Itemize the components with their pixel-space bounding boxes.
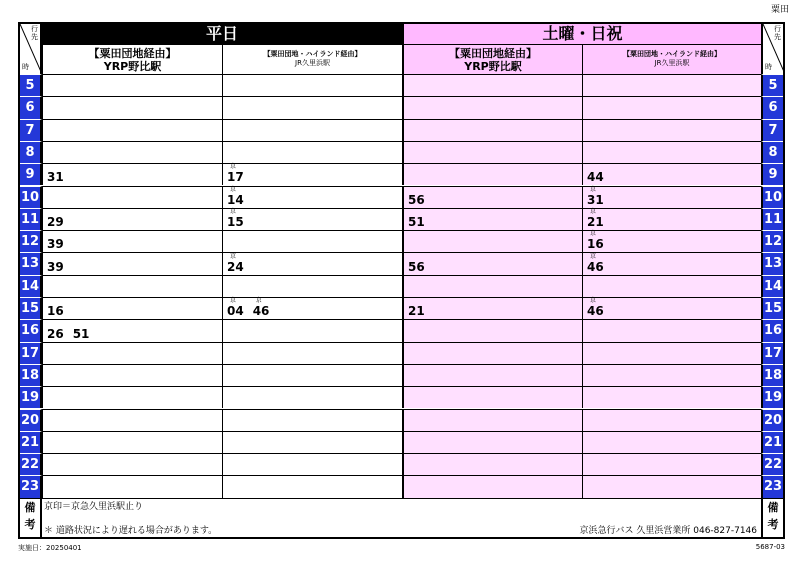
departure-times [227,297,278,319]
hour-cell: 19 [20,386,42,408]
time-cell [582,74,761,96]
minute-text: 56 [408,259,425,274]
departure-times [587,170,613,184]
departure-times [587,208,613,230]
hour-cell: 6 [20,96,42,118]
destination-mark: 京 [230,185,237,193]
departure-minute [47,260,64,274]
time-cell [402,252,582,274]
hour-cell: 15 [761,297,783,319]
time-cell [402,96,582,118]
time-cell [402,453,582,475]
hour-cell: 13 [20,252,42,274]
destination-header [402,44,582,74]
time-cell [42,453,222,475]
notes-line-2: ＊ 道路状況により遅れる場合があります。 [44,525,218,536]
time-cell [582,475,761,497]
hour-cell: 14 [761,275,783,297]
departure-minute [587,208,604,230]
timetable-sheet [18,22,785,539]
departure-minute [47,170,64,184]
time-cell [222,431,402,453]
time-cell [222,186,402,208]
time-cell [42,431,222,453]
time-cell [42,208,222,230]
corner-hour-label: 時 [22,63,29,71]
departure-minute [587,230,604,252]
notes-label [20,498,42,537]
destination-via: 【粟田団地経由】 [449,47,537,60]
departure-times [408,193,434,207]
hour-cell: 23 [761,475,783,497]
departure-minute [408,304,425,318]
destination-header [42,44,222,74]
time-cell [42,96,222,118]
departure-minute [227,185,244,207]
notes-line-1: 京印＝京急久里浜駅止り [44,501,144,512]
corner-label: 粟田 [770,5,789,15]
destination-mark: 京 [590,252,597,260]
departure-times [587,185,613,207]
time-cell [222,252,402,274]
time-cell [222,96,402,118]
departure-minute [587,297,604,319]
departure-minute [47,304,64,318]
departure-minute [408,260,425,274]
time-cell [402,364,582,386]
corner-dest-label: 行先 [774,25,781,41]
minute-text: 39 [47,259,64,274]
time-cell [42,386,222,408]
destination-mark: 京 [590,208,597,216]
time-cell [402,163,582,185]
minute-text: 46 [252,304,270,319]
minute-text: 21 [587,215,604,230]
time-cell [222,386,402,408]
time-cell [402,208,582,230]
hour-cell: 11 [761,208,783,230]
hour-cell: 20 [20,409,42,431]
destination-via: 【粟田団地経由】 [88,47,177,60]
hour-cell: 19 [761,386,783,408]
corner-header [761,24,783,74]
hour-cell: 16 [20,319,42,341]
destination-mark: 京 [230,163,237,171]
minute-text: 04 [227,304,244,319]
notes-label-bottom: 考 [767,517,779,531]
hour-cell: 5 [20,74,42,96]
minute-text: 44 [587,170,604,185]
minute-text: 17 [227,170,244,185]
destination-via: 【粟田団地・ハイランド経由】 [263,50,362,58]
hour-cell: 17 [761,342,783,364]
hour-cell: 10 [20,186,42,208]
time-cell [582,364,761,386]
destination-mark: 京 [590,230,597,238]
destination-station: YRP野比駅 [464,60,522,73]
departure-times [587,230,613,252]
time-cell [402,230,582,252]
time-cell [222,141,402,163]
departure-minute [227,252,244,274]
hour-cell: 23 [20,475,42,497]
departure-minute [252,297,270,319]
time-cell [582,297,761,319]
departure-minute [47,215,64,229]
weekend-header: 土曜・日祝 [402,24,761,44]
time-cell [402,342,582,364]
time-cell [42,319,222,341]
hour-cell: 5 [761,74,783,96]
departure-times [587,297,613,319]
hour-cell: 9 [761,163,783,185]
corner-dest-label: 行先 [31,25,38,41]
departure-times [587,252,613,274]
minute-text: 56 [408,192,425,207]
time-cell [402,297,582,319]
destination-station: YRP野比駅 [103,60,162,73]
time-cell [222,275,402,297]
minute-text: 21 [408,304,425,319]
time-cell [42,364,222,386]
hour-cell: 8 [761,141,783,163]
hour-cell: 6 [761,96,783,118]
departure-times [227,163,253,185]
hour-cell: 17 [20,342,42,364]
departure-times [47,327,98,341]
time-cell [42,230,222,252]
time-cell [582,230,761,252]
departure-minute [227,208,244,230]
departure-times [408,304,434,318]
time-cell [42,74,222,96]
time-cell [42,475,222,497]
minute-text: 31 [587,192,604,207]
hour-cell: 13 [761,252,783,274]
time-cell [582,409,761,431]
hour-cell: 9 [20,163,42,185]
time-cell [42,119,222,141]
time-cell [582,119,761,141]
minute-text: 39 [47,237,64,252]
time-cell [402,119,582,141]
time-cell [222,297,402,319]
minute-text: 29 [47,215,64,230]
hour-cell: 12 [20,230,42,252]
time-cell [222,163,402,185]
hour-cell: 7 [20,119,42,141]
time-cell [402,275,582,297]
time-cell [582,319,761,341]
notes-label-bottom: 考 [24,517,36,531]
time-cell [582,186,761,208]
time-cell [402,386,582,408]
time-cell [42,275,222,297]
time-cell [42,342,222,364]
time-cell [402,319,582,341]
departure-minute [227,163,244,185]
time-cell [582,275,761,297]
time-cell [582,208,761,230]
minute-text: 46 [587,259,604,274]
hour-cell: 7 [761,119,783,141]
time-cell [582,453,761,475]
minute-text: 15 [227,215,244,230]
destination-mark: 京 [230,297,237,305]
departure-times [408,260,434,274]
minute-text: 51 [72,326,90,341]
hour-cell: 18 [20,364,42,386]
time-cell [582,252,761,274]
destination-header [222,44,402,74]
time-cell [402,186,582,208]
time-cell [222,364,402,386]
hour-cell: 20 [761,409,783,431]
time-cell [222,319,402,341]
departure-times [47,215,73,229]
destination-mark: 京 [230,208,237,216]
time-cell [42,186,222,208]
time-cell [582,342,761,364]
time-cell [42,163,222,185]
destination-header [582,44,761,74]
weekday-header: 平日 [42,24,402,44]
notes-label-top: 備 [24,500,36,514]
departure-minute [227,297,244,319]
destination-station: JR久里浜駅 [654,59,690,67]
minute-text: 16 [47,304,64,319]
hour-cell: 22 [20,453,42,475]
minute-text: 14 [227,192,244,207]
departure-minute [47,237,64,251]
departure-minute [587,185,604,207]
departure-minute [73,327,90,341]
destination-mark: 京 [230,252,237,260]
time-cell [222,208,402,230]
time-cell [222,342,402,364]
departure-times [47,170,73,184]
time-cell [402,409,582,431]
hour-cell: 18 [761,364,783,386]
time-cell [222,453,402,475]
departure-minute [408,215,425,229]
departure-times [47,304,73,318]
destination-mark: 京 [590,185,597,193]
destination-via: 【粟田団地・ハイランド経由】 [623,50,721,58]
departure-times [227,208,253,230]
hour-cell: 14 [20,275,42,297]
hour-cell: 16 [761,319,783,341]
departure-times [227,252,253,274]
destination-station: JR久里浜駅 [295,59,330,67]
destination-mark: 京 [590,297,597,305]
minute-text: 31 [47,170,64,185]
departure-minute [587,170,604,184]
notes-label [761,498,783,537]
footer-date: 実施日：20250401 [18,544,82,552]
time-cell [402,74,582,96]
operator-info: 京浜急行バス 久里浜営業所 046-827-7146 [579,525,757,536]
hour-cell: 11 [20,208,42,230]
notes-area [42,498,761,537]
time-cell [222,74,402,96]
minute-text: 16 [587,237,604,252]
time-cell [402,431,582,453]
hour-cell: 21 [20,431,42,453]
hour-cell: 10 [761,186,783,208]
time-cell [42,252,222,274]
notes-label-top: 備 [767,500,779,514]
time-cell [582,141,761,163]
minute-text: 51 [408,215,425,230]
departure-times [47,237,73,251]
departure-minute [587,252,604,274]
time-cell [222,119,402,141]
hour-cell: 8 [20,141,42,163]
footer-code: 5687-03 [755,543,785,551]
minute-text: 24 [227,259,244,274]
time-cell [222,409,402,431]
minute-text: 46 [587,304,604,319]
time-cell [42,297,222,319]
time-cell [222,475,402,497]
departure-minute [47,327,64,341]
time-cell [582,431,761,453]
time-cell [42,409,222,431]
time-cell [582,96,761,118]
time-cell [402,141,582,163]
departure-times [47,260,73,274]
destination-mark: 京 [255,297,262,305]
minute-text: 26 [47,326,64,341]
hour-cell: 12 [761,230,783,252]
time-cell [582,163,761,185]
departure-times [227,185,253,207]
corner-header [20,24,42,74]
time-cell [582,386,761,408]
time-cell [42,141,222,163]
time-cell [402,475,582,497]
hour-cell: 22 [761,453,783,475]
hour-cell: 15 [20,297,42,319]
hour-cell: 21 [761,431,783,453]
corner-hour-label: 時 [765,63,772,71]
departure-times [408,215,434,229]
time-cell [222,230,402,252]
departure-minute [408,193,425,207]
